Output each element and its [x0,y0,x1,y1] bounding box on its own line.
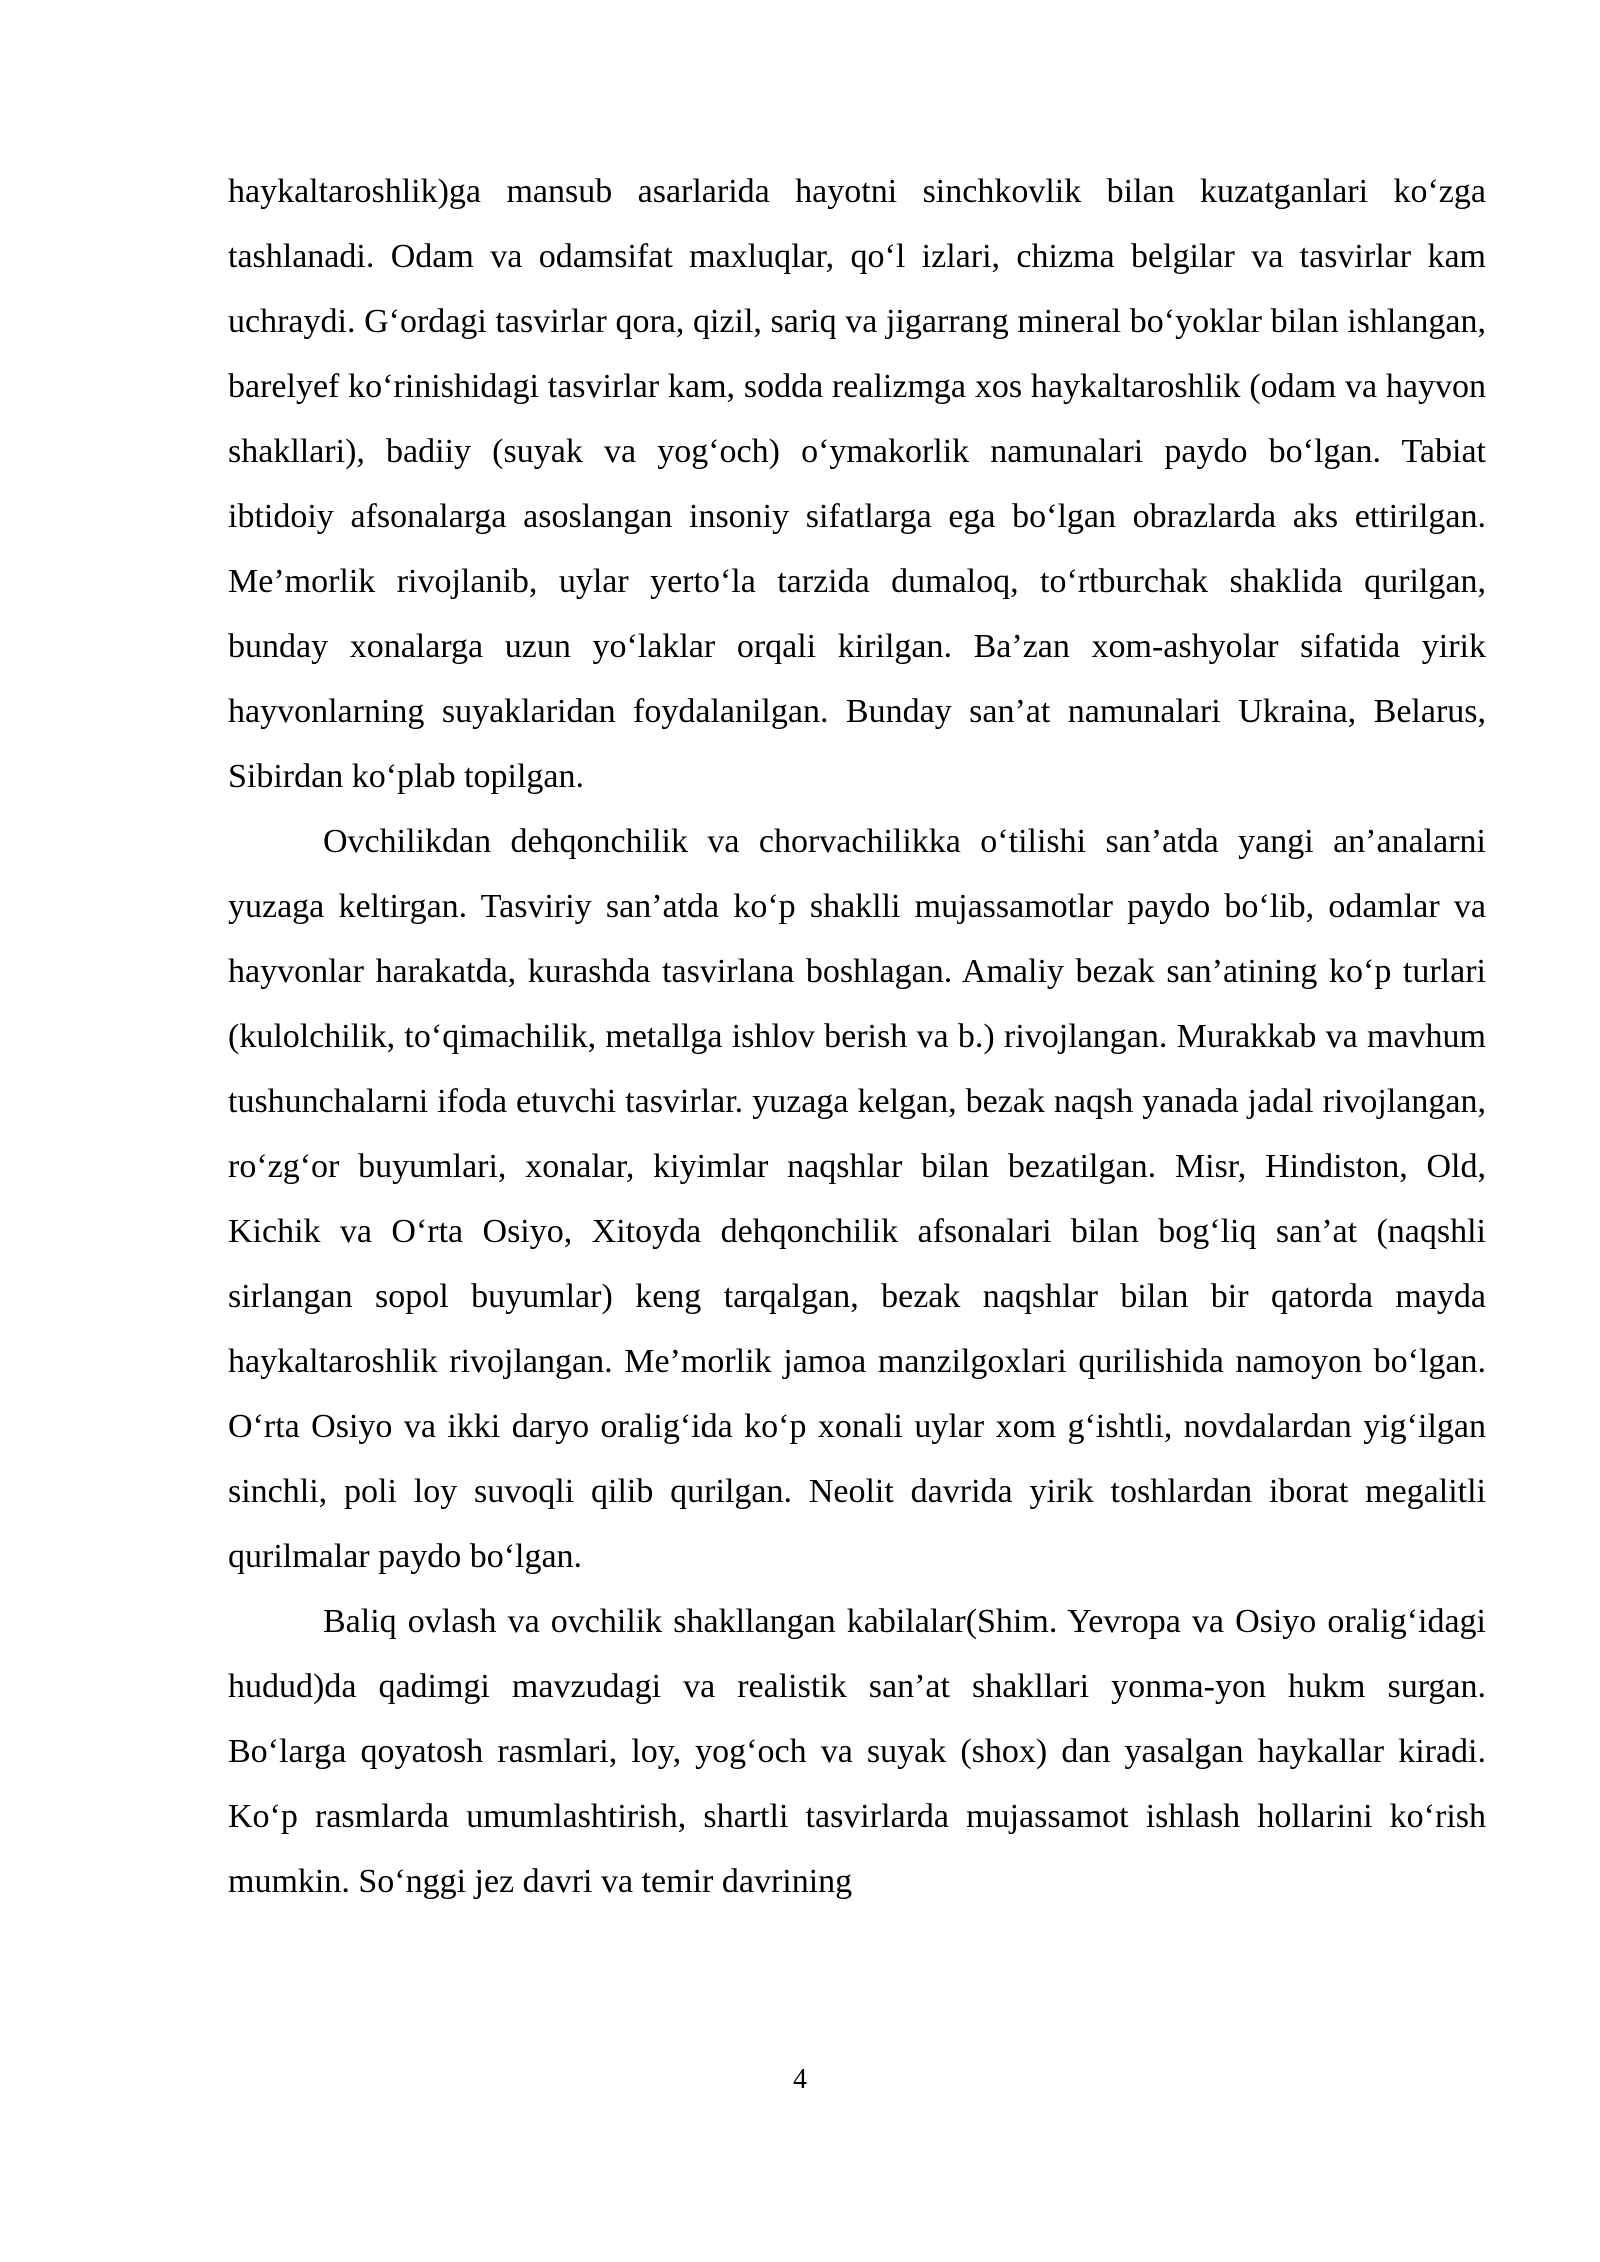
page-number: 4 [793,2064,807,2095]
body-text [228,159,1486,1914]
paragraph-3: Baliq ovlash va ovchilik shakllangan kabilalar(Shim. Yevropa va Osiyo oraligʻidagi hudud)da qadimgi mavzudagi va realistik san’at shakllari yonma-yon hukm surgan. Boʻlarga qoyatosh rasmlari, loy, yogʻoch va suyak (shox) dan yasalgan haykallar kiradi. Koʻp rasmlarda umumlashtirish, shartli tasvirlarda mujassamot ishlash hollarini koʻrish mumkin. Soʻnggi jez davri va temir davrining [228,1603,1486,1900]
paragraph-2: Ovchilikdan dehqonchilik va chorvachilikka oʻtilishi san’atda yangi an’analarni yuzaga keltirgan. Tasviriy san’atda koʻp shaklli mujassamotlar paydo boʻlib, odamlar va hayvonlar harakatda, kurashda tasvirlana boshlagan. Amaliy bezak san’atining koʻp turlari (kulolchilik, toʻqimachilik, metallga ishlov berish va b.) rivojlangan. Murakkab va mavhum tushunchalarni ifoda etuvchi tasvirlar. yuzaga kelgan, bezak naqsh yanada jadal rivojlangan, roʻzgʻor buyumlari, xonalar, kiyimlar naqshlar bilan bezatilgan. Misr, Hindiston, Old, Kichik va Oʻrta Osiyo, Xitoyda dehqonchilik afsonalari bilan bogʻliq san’at (naqshli sirlangan sopol buyumlar) keng tarqalgan, bezak naqshlar bilan bir qatorda mayda haykaltaroshlik rivojlangan. Me’morlik jamoa manzilgoxlari qurilishida namoyon boʻlgan. Oʻrta Osiyo va ikki daryo oraligʻida koʻp xonali uylar xom gʻishtli, novdalardan yigʻilgan sinchli, poli loy suvoqli qilib qurilgan. Neolit davrida yirik toshlardan iborat megalitli qurilmalar paydo boʻlgan. [228,823,1486,1575]
paragraph-1: haykaltaroshlik)ga mansub asarlarida hayotni sinchkovlik bilan kuzatganlari koʻzga tashlanadi. Odam va odamsifat maxluqlar, qoʻl izlari, chizma belgilar va tasvirlar kam uchraydi. Gʻordagi tasvirlar qora, qizil, sariq va jigarrang mineral boʻyoklar bilan ishlangan, barelyef koʻrinishidagi tasvirlar kam, sodda realizmga xos haykaltaroshlik (odam va hayvon shakllari), badiiy (suyak va yogʻoch) oʻymakorlik namunalari paydo boʻlgan. Tabiat ibtidoiy afsonalarga asoslangan insoniy sifatlarga ega boʻlgan obrazlarda aks ettirilgan. Me’morlik rivojlanib, uylar yertoʻla tarzida dumaloq, toʻrtburchak shaklida qurilgan, bunday xonalarga uzun yoʻlaklar orqali kirilgan. Ba’zan xom-ashyolar sifatida yirik hayvonlarning suyaklaridan foydalanilgan. Bunday san’at namunalari Ukraina, Belarus, Sibirdan koʻplab topilgan. [228,173,1486,795]
